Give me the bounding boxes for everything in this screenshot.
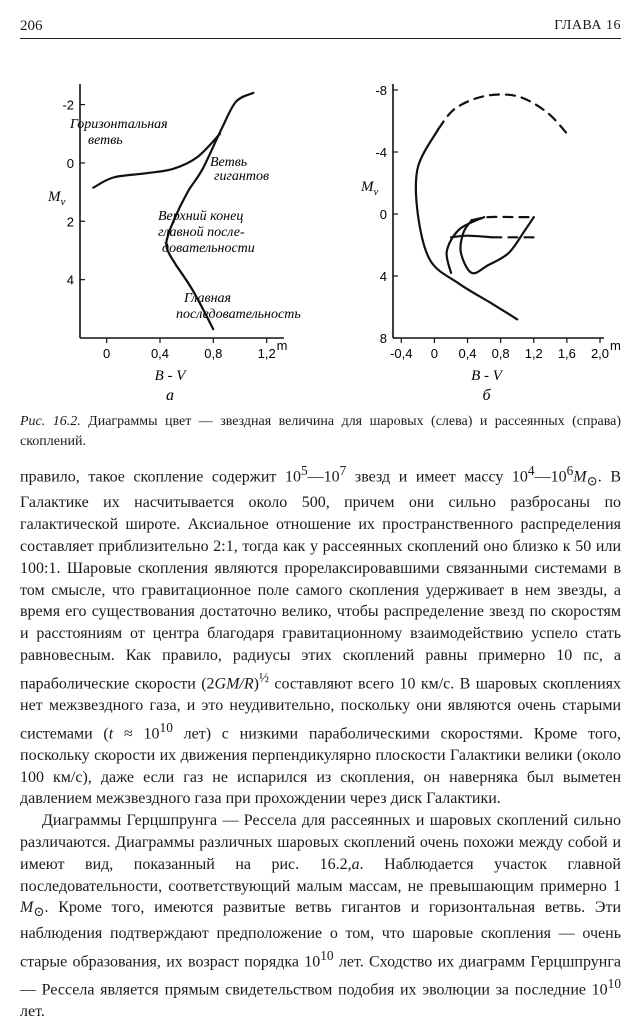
y-tick-label: 8 bbox=[379, 331, 387, 346]
x-axis-label: B - V bbox=[471, 368, 502, 384]
y-tick-label: -8 bbox=[375, 83, 387, 98]
x-tick-label: 1,6 bbox=[557, 346, 576, 361]
annotation-label: Ветвь bbox=[210, 155, 248, 170]
x-tick-label: 2,0 bbox=[590, 346, 610, 361]
x-tick-label: 1,2 bbox=[257, 346, 276, 361]
x-tick-label: 0,4 bbox=[458, 346, 477, 361]
y-tick-label: 0 bbox=[379, 207, 387, 222]
annotation-label: главной после- bbox=[158, 225, 245, 240]
page-header bbox=[20, 14, 621, 38]
chart-globular-cluster bbox=[10, 60, 310, 400]
y-axis-label: $M_v$ bbox=[48, 188, 66, 208]
y-tick-label: -4 bbox=[375, 145, 387, 160]
series-line-1 bbox=[180, 93, 253, 207]
series-line-6 bbox=[472, 217, 534, 220]
x-tick-label: -0,4 bbox=[390, 346, 413, 361]
series-line-3 bbox=[451, 236, 492, 238]
x-axis-label: B - V bbox=[154, 368, 186, 384]
annotation-label: последовательность bbox=[176, 307, 301, 322]
y-axis-label-sub: v bbox=[373, 185, 379, 198]
x-tick-label: 0,8 bbox=[491, 346, 510, 361]
y-axis-label-sub: v bbox=[60, 195, 66, 208]
annotation-label: Горизонтальная bbox=[70, 117, 168, 132]
panel-label: а bbox=[166, 387, 174, 400]
annotation-label: довательности bbox=[162, 241, 255, 256]
chapter-title: ГЛАВА 16 bbox=[554, 18, 621, 33]
series-line-5 bbox=[460, 217, 533, 273]
caption-label: Рис. 16.2. bbox=[20, 414, 81, 429]
page-number: 206 bbox=[20, 18, 43, 34]
x-tick-label: 0,8 bbox=[204, 346, 223, 361]
annotation-label: ветвь bbox=[88, 133, 123, 148]
figure-caption bbox=[20, 412, 621, 452]
annotation-label: гигантов bbox=[214, 169, 270, 184]
y-tick-label: -2 bbox=[62, 97, 74, 113]
y-tick-label: 0 bbox=[66, 155, 74, 171]
y-tick-label: 2 bbox=[66, 214, 74, 230]
x-unit-label: m bbox=[610, 338, 621, 353]
x-tick-label: 0 bbox=[103, 346, 111, 361]
caption-text: Диаграммы цвет — звездная величина для шаровых (слева) и рассеянных (справа) скоплений. bbox=[20, 414, 621, 449]
x-tick-label: 0 bbox=[430, 346, 439, 361]
x-tick-label: 1,2 bbox=[524, 346, 543, 361]
paragraph-2: Диаграммы Герцшпрунга — Рессела для рассеянных и шаровых скоплений сильно различаются. Диаграммы различных шаровых скоплений очень похожи между собой и имеют вид, показанный на рис. 16.2,а. Наблюдается участок главной последовательности, соответствующий малым массам, не превышающим примерно 1 $M_⊙$. Кроме того, имеются развитые ветвь гигантов и горизонтальная ветвь. Эти наблюдения подтверждают предположение о том, что шаровые скопления — очень старые образования, их возраст порядка $10^{10}$ лет. Сходство их диаграмм Герцшпрунга — Рессела является прямым свидетельством подобия их эволюции за последние $10^{10}$ лет. bbox=[20, 812, 621, 1021]
paragraph-1: правило, такое скопление содержит $10^5—10^7$ звезд и имеет массу $10^4—10^6M_⊙$. В Галактике их насчитывается около 500, причем они сильно разбросаны по галактической широте. Аксиальное отношение их пространственного распределения составляет приблизительно 2:1, тогда как у рассеянных скоплений оно близко к 50 или 100:1. Шаровые скопления являются прорелаксировавшими связанными системами в том смысле, что гравитационное поле самого скопления удерживает в нем звезды, а время его существования достаточно велико, чтобы распределение звезд по скоростям и расстояниям от центра благодаря гравитационному взаимодействию успело стать равновесным. Как правило, радиусы этих скоплений равны примерно 10 пс, а параболические скорости $(2GM/R)^{\frac{1}{2}}$ составляют всего 10 км/с. В шаровых скоплениях нет межзвездного газа, и это неудивительно, поскольку они являются очень старыми системами ($t \approx 10^{10}$ лет) с низкими параболическими скоростями. Кроме того, поскольку скорости их движения перпендикулярно плоскости Галактики велики (около 100 км/с), даже если газ не испарился из скопления, он наверняка был выметен давлением межзвездного газа при прохождении через диск Галактики. bbox=[20, 463, 622, 808]
header-rule bbox=[20, 38, 621, 39]
x-tick-label: 0,4 bbox=[150, 346, 170, 361]
series-line-1 bbox=[439, 94, 567, 133]
y-tick-label: 4 bbox=[66, 272, 74, 288]
annotation-label: Верхний конец bbox=[158, 209, 244, 224]
y-axis-label: $M_v$ bbox=[361, 178, 379, 198]
x-unit-label: m bbox=[276, 338, 288, 353]
body-text bbox=[20, 460, 621, 1023]
annotation-label: Главная bbox=[184, 291, 232, 306]
y-tick-label: 4 bbox=[379, 269, 387, 284]
panel-label: б bbox=[482, 387, 491, 400]
chart-open-clusters bbox=[345, 60, 625, 400]
